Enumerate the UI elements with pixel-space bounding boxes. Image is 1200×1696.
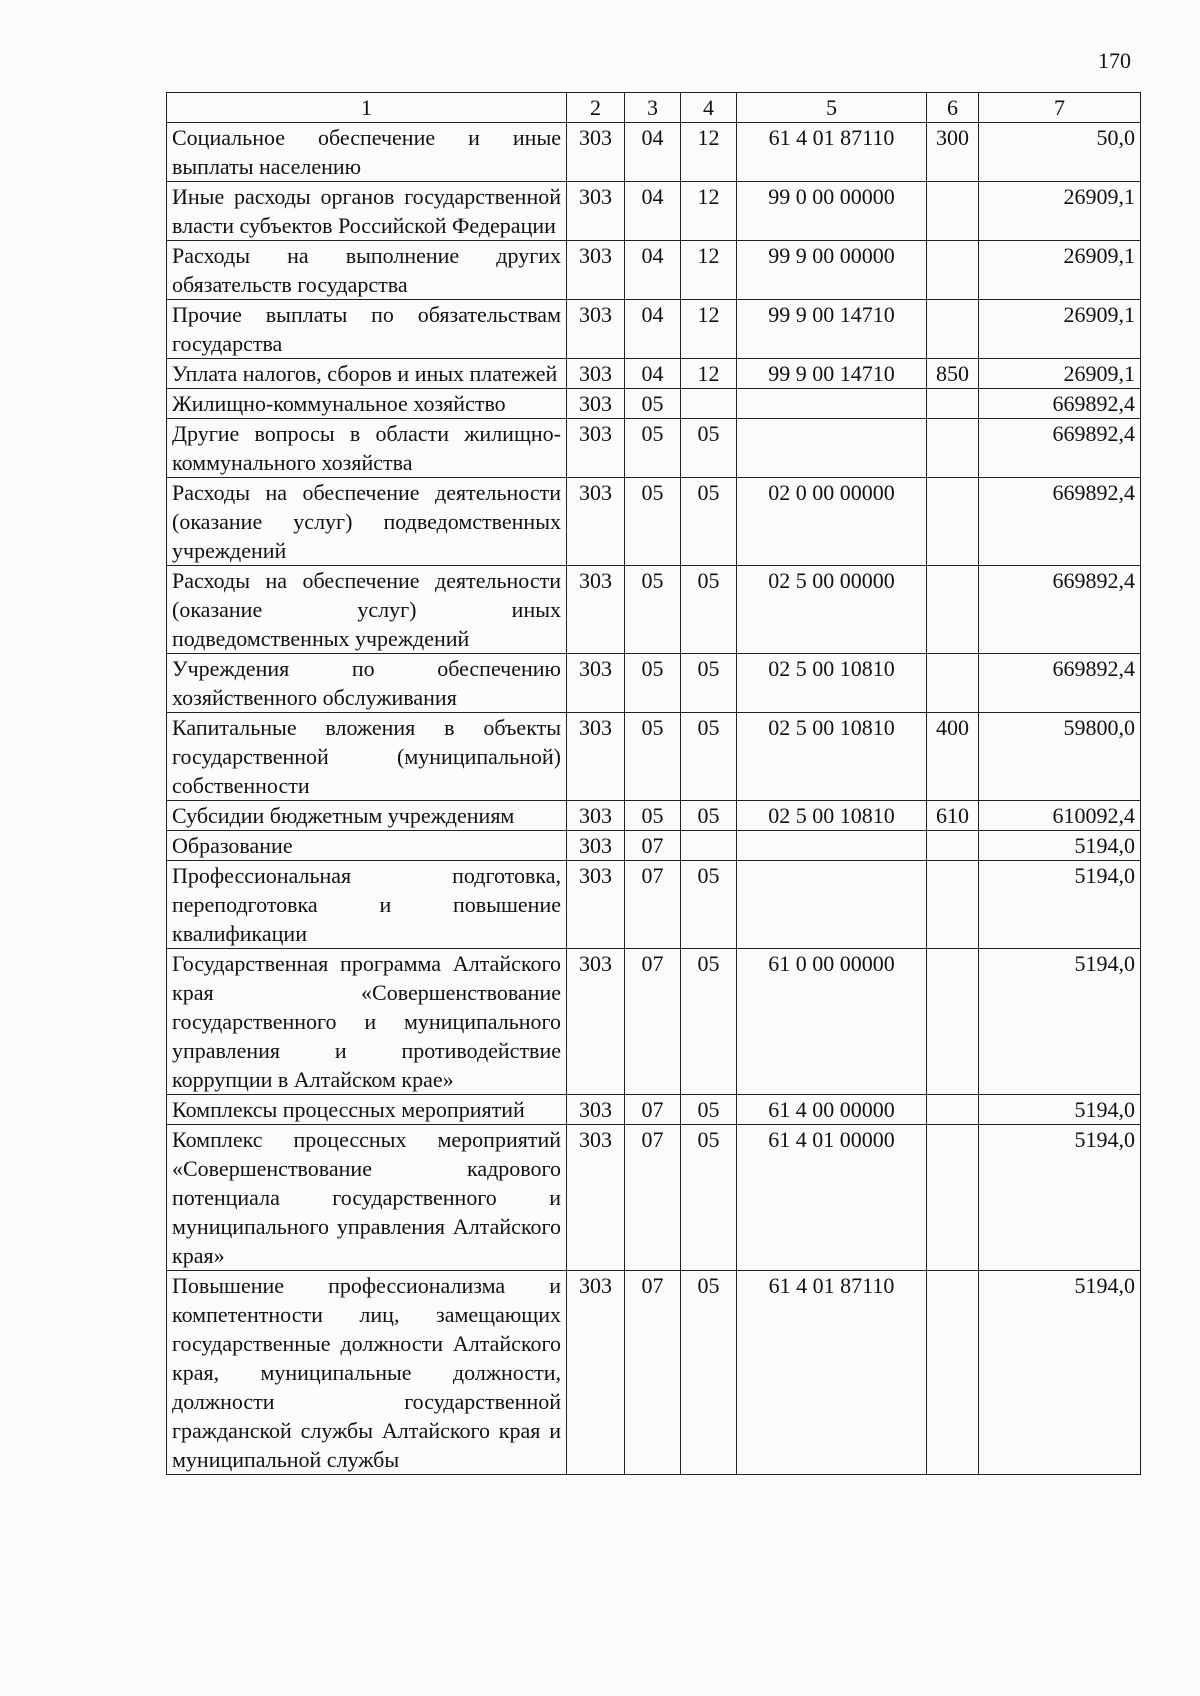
header-col-5: 5 [737, 93, 927, 123]
code-target-article-cell: 99 9 00 00000 [737, 241, 927, 300]
code-ministry-cell: 303 [567, 713, 625, 801]
table-row [167, 713, 1141, 801]
code-target-article-cell: 61 4 01 00000 [737, 1125, 927, 1271]
item-name-cell: Повышение профессионализма и компетентности лиц, замещающих государственные должности Алтайского края, муниципальные должности, должности государственной гражданской службы Алтайского края и муниципальной службы [167, 1271, 567, 1475]
code-subsection-cell: 05 [681, 801, 737, 831]
code-section-cell: 07 [625, 1271, 681, 1475]
code-section-cell: 04 [625, 182, 681, 241]
code-expense-type-cell [927, 831, 979, 861]
code-target-article-cell [737, 419, 927, 478]
code-section-cell: 05 [625, 654, 681, 713]
code-ministry-cell: 303 [567, 389, 625, 419]
code-ministry-cell: 303 [567, 359, 625, 389]
code-ministry-cell: 303 [567, 241, 625, 300]
code-expense-type-cell [927, 1125, 979, 1271]
code-ministry-cell: 303 [567, 1095, 625, 1125]
page-number: 170 [1098, 48, 1131, 73]
amount-cell: 26909,1 [979, 300, 1141, 359]
table-row [167, 123, 1141, 182]
amount-cell: 669892,4 [979, 478, 1141, 566]
table-row [167, 1095, 1141, 1125]
code-subsection-cell: 05 [681, 1095, 737, 1125]
code-section-cell: 05 [625, 389, 681, 419]
code-ministry-cell: 303 [567, 831, 625, 861]
code-subsection-cell: 05 [681, 1125, 737, 1271]
code-expense-type-cell [927, 389, 979, 419]
amount-cell: 26909,1 [979, 182, 1141, 241]
table-row [167, 182, 1141, 241]
header-col-1: 1 [167, 93, 567, 123]
code-expense-type-cell [927, 566, 979, 654]
code-section-cell: 05 [625, 419, 681, 478]
header-col-7: 7 [979, 93, 1141, 123]
code-expense-type-cell [927, 241, 979, 300]
item-name-cell: Уплата налогов, сборов и иных платежей [167, 359, 567, 389]
code-subsection-cell: 12 [681, 241, 737, 300]
code-subsection-cell: 12 [681, 182, 737, 241]
header-col-2: 2 [567, 93, 625, 123]
code-section-cell: 05 [625, 801, 681, 831]
code-target-article-cell: 61 0 00 00000 [737, 949, 927, 1095]
header-col-6: 6 [927, 93, 979, 123]
table-row [167, 949, 1141, 1095]
amount-cell: 26909,1 [979, 241, 1141, 300]
code-expense-type-cell [927, 1271, 979, 1475]
code-subsection-cell: 05 [681, 419, 737, 478]
code-target-article-cell: 02 0 00 00000 [737, 478, 927, 566]
table-row [167, 1271, 1141, 1475]
code-subsection-cell: 05 [681, 949, 737, 1095]
code-ministry-cell: 303 [567, 654, 625, 713]
code-section-cell: 07 [625, 1095, 681, 1125]
code-subsection-cell: 05 [681, 1271, 737, 1475]
code-expense-type-cell [927, 478, 979, 566]
code-target-article-cell: 61 4 01 87110 [737, 1271, 927, 1475]
code-ministry-cell: 303 [567, 1271, 625, 1475]
table-row [167, 478, 1141, 566]
code-ministry-cell: 303 [567, 419, 625, 478]
code-target-article-cell: 02 5 00 00000 [737, 566, 927, 654]
code-target-article-cell: 99 9 00 14710 [737, 300, 927, 359]
code-section-cell: 04 [625, 241, 681, 300]
code-target-article-cell [737, 831, 927, 861]
item-name-cell: Комплексы процессных мероприятий [167, 1095, 567, 1125]
table-header-row [167, 93, 1141, 123]
code-subsection-cell: 12 [681, 359, 737, 389]
code-ministry-cell: 303 [567, 1125, 625, 1271]
amount-cell: 5194,0 [979, 1125, 1141, 1271]
budget-table [166, 92, 1141, 1475]
code-expense-type-cell: 400 [927, 713, 979, 801]
item-name-cell: Прочие выплаты по обязательствам государства [167, 300, 567, 359]
amount-cell: 610092,4 [979, 801, 1141, 831]
code-section-cell: 07 [625, 1125, 681, 1271]
code-target-article-cell [737, 861, 927, 949]
table-row [167, 241, 1141, 300]
item-name-cell: Образование [167, 831, 567, 861]
table-row [167, 831, 1141, 861]
item-name-cell: Комплекс процессных мероприятий «Совершенствование кадрового потенциала государственного и муниципального управления Алтайского края» [167, 1125, 567, 1271]
code-section-cell: 05 [625, 566, 681, 654]
amount-cell: 26909,1 [979, 359, 1141, 389]
code-target-article-cell: 99 9 00 14710 [737, 359, 927, 389]
item-name-cell: Профессиональная подготовка, переподготовка и повышение квалификации [167, 861, 567, 949]
item-name-cell: Жилищно-коммунальное хозяйство [167, 389, 567, 419]
amount-cell: 5194,0 [979, 1095, 1141, 1125]
code-section-cell: 04 [625, 300, 681, 359]
amount-cell: 669892,4 [979, 654, 1141, 713]
amount-cell: 5194,0 [979, 1271, 1141, 1475]
item-name-cell: Другие вопросы в области жилищно-коммунального хозяйства [167, 419, 567, 478]
code-expense-type-cell [927, 1095, 979, 1125]
code-section-cell: 04 [625, 123, 681, 182]
header-col-3: 3 [625, 93, 681, 123]
amount-cell: 5194,0 [979, 949, 1141, 1095]
item-name-cell: Государственная программа Алтайского края «Совершенствование государственного и муниципального управления и противодействие коррупции в Алтайском крае» [167, 949, 567, 1095]
code-expense-type-cell [927, 949, 979, 1095]
code-ministry-cell: 303 [567, 566, 625, 654]
amount-cell: 669892,4 [979, 389, 1141, 419]
code-expense-type-cell [927, 654, 979, 713]
amount-cell: 5194,0 [979, 831, 1141, 861]
table-row [167, 389, 1141, 419]
code-ministry-cell: 303 [567, 861, 625, 949]
code-target-article-cell [737, 389, 927, 419]
table-row [167, 566, 1141, 654]
code-subsection-cell [681, 389, 737, 419]
code-ministry-cell: 303 [567, 182, 625, 241]
code-expense-type-cell [927, 419, 979, 478]
code-target-article-cell: 61 4 01 87110 [737, 123, 927, 182]
item-name-cell: Субсидии бюджетным учреждениям [167, 801, 567, 831]
table-row [167, 359, 1141, 389]
table-row [167, 1125, 1141, 1271]
code-ministry-cell: 303 [567, 949, 625, 1095]
code-ministry-cell: 303 [567, 300, 625, 359]
code-target-article-cell: 02 5 00 10810 [737, 713, 927, 801]
item-name-cell: Расходы на обеспечение деятельности (оказание услуг) иных подведомственных учреждений [167, 566, 567, 654]
table-row [167, 654, 1141, 713]
table-row [167, 801, 1141, 831]
code-expense-type-cell [927, 300, 979, 359]
item-name-cell: Учреждения по обеспечению хозяйственного обслуживания [167, 654, 567, 713]
code-ministry-cell: 303 [567, 478, 625, 566]
code-expense-type-cell [927, 182, 979, 241]
code-ministry-cell: 303 [567, 123, 625, 182]
code-subsection-cell: 05 [681, 861, 737, 949]
code-target-article-cell: 02 5 00 10810 [737, 654, 927, 713]
amount-cell: 50,0 [979, 123, 1141, 182]
item-name-cell: Капитальные вложения в объекты государственной (муниципальной) собственности [167, 713, 567, 801]
code-subsection-cell [681, 831, 737, 861]
code-subsection-cell: 05 [681, 713, 737, 801]
item-name-cell: Социальное обеспечение и иные выплаты населению [167, 123, 567, 182]
item-name-cell: Иные расходы органов государственной власти субъектов Российской Федерации [167, 182, 567, 241]
item-name-cell: Расходы на обеспечение деятельности (оказание услуг) подведомственных учреждений [167, 478, 567, 566]
amount-cell: 5194,0 [979, 861, 1141, 949]
code-target-article-cell: 02 5 00 10810 [737, 801, 927, 831]
table-row [167, 861, 1141, 949]
code-subsection-cell: 12 [681, 123, 737, 182]
code-expense-type-cell: 300 [927, 123, 979, 182]
code-subsection-cell: 05 [681, 478, 737, 566]
code-section-cell: 07 [625, 831, 681, 861]
table-row [167, 419, 1141, 478]
code-section-cell: 07 [625, 949, 681, 1095]
table-body [167, 123, 1141, 1475]
code-ministry-cell: 303 [567, 801, 625, 831]
header-col-4: 4 [681, 93, 737, 123]
code-subsection-cell: 05 [681, 654, 737, 713]
amount-cell: 669892,4 [979, 566, 1141, 654]
table-row [167, 300, 1141, 359]
code-section-cell: 05 [625, 713, 681, 801]
code-section-cell: 05 [625, 478, 681, 566]
code-target-article-cell: 99 0 00 00000 [737, 182, 927, 241]
code-section-cell: 07 [625, 861, 681, 949]
code-expense-type-cell: 850 [927, 359, 979, 389]
amount-cell: 59800,0 [979, 713, 1141, 801]
amount-cell: 669892,4 [979, 419, 1141, 478]
code-expense-type-cell [927, 861, 979, 949]
code-subsection-cell: 05 [681, 566, 737, 654]
code-subsection-cell: 12 [681, 300, 737, 359]
code-expense-type-cell: 610 [927, 801, 979, 831]
code-target-article-cell: 61 4 00 00000 [737, 1095, 927, 1125]
item-name-cell: Расходы на выполнение других обязательств государства [167, 241, 567, 300]
code-section-cell: 04 [625, 359, 681, 389]
